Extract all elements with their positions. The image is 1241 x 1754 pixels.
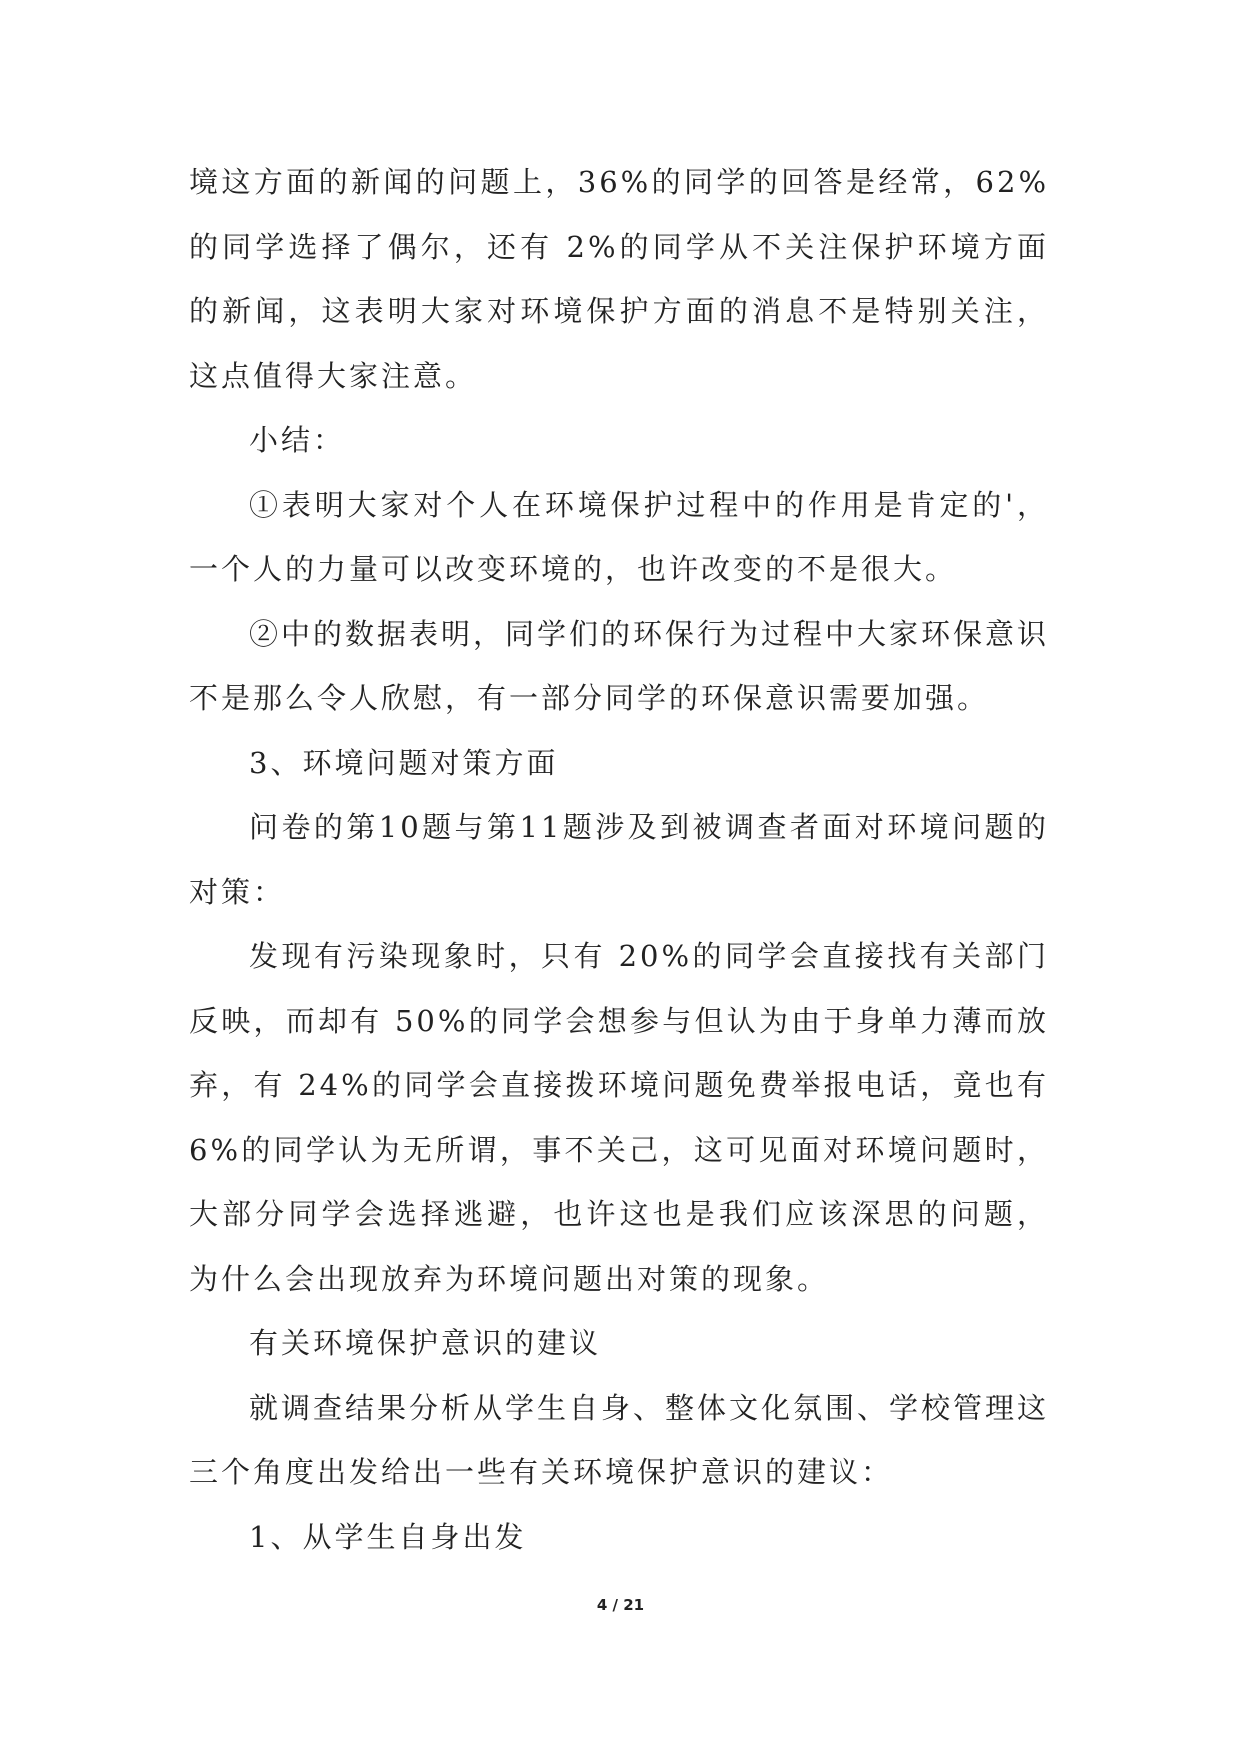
paragraph-suggestions-intro: 就调查结果分析从学生自身、整体文化氛围、学校管理这三个角度出发给出一些有关环境保护意识的建议： <box>189 1390 1050 1489</box>
paragraph-questionnaire-intro: 问卷的第10题与第11题涉及到被调查者面对环境问题的对策： <box>189 810 1049 909</box>
section-heading-countermeasures: 3、环境问题对策方面 <box>249 745 559 780</box>
paragraph-summary-heading: 小结： <box>249 423 346 457</box>
document-body <box>189 150 1049 1569</box>
paragraph-summary-point-1: ①表明大家对个人在环境保护过程中的作用是肯定的'，一个人的力量可以改变环境的，也许改变的不是很大。 <box>189 487 1049 586</box>
page-number: 4 / 21 <box>596 1596 645 1614</box>
subsection-heading-student-self: 1、从学生自身出发 <box>249 1519 527 1554</box>
paragraph-summary-point-2: ②中的数据表明，同学们的环保行为过程中大家环保意识不是那么令人欣慰，有一部分同学的环保意识需要加强。 <box>189 616 1050 715</box>
paragraph-env-news-stats: 境这方面的新闻的问题上，36%的同学的回答是经常，62%的同学选择了偶尔，还有 2%的同学从不关注保护环境方面的新闻，这表明大家对环境保护方面的消息不是特别关注，这点值得大家注意。 <box>189 165 1049 393</box>
section-heading-suggestions: 有关环境保护意识的建议 <box>249 1326 602 1360</box>
paragraph-pollution-response-stats: 发现有污染现象时，只有 20%的同学会直接找有关部门反映，而却有 50%的同学会想参与但认为由于身单力薄而放弃，有 24%的同学会直接拨环境问题免费举报电话，竟也有 6%的同学认为无所谓，事不关己，这可见面对环境问题时，大部分同学会选择逃避，也许这也是我们应该深思的问题，为什么会出现放弃为环境问题出对策的现象。 <box>189 939 1049 1296</box>
